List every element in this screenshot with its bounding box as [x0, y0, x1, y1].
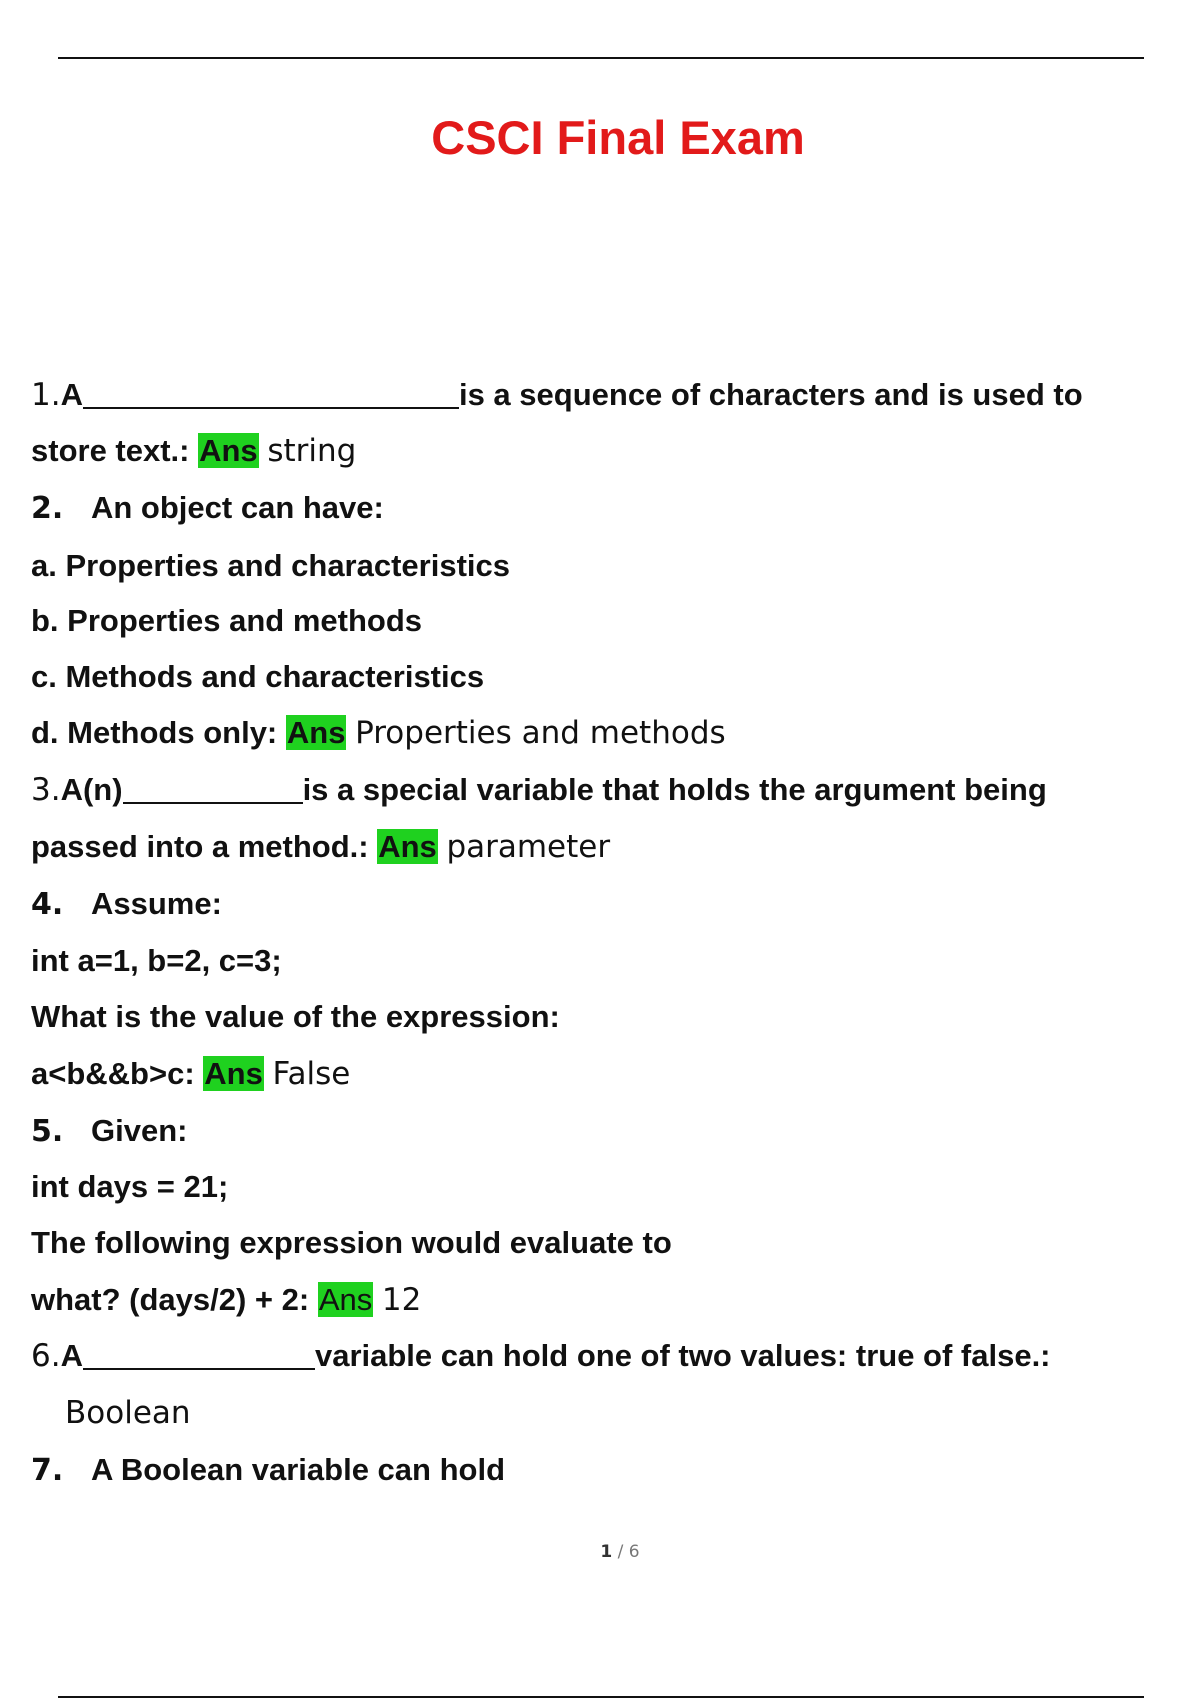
- current-page: 1: [600, 1542, 613, 1562]
- question-4-question: What is the value of the expression:: [31, 999, 560, 1034]
- question-5-question: The following expression would evaluate to: [31, 1225, 672, 1260]
- question-4-text: Assume:: [91, 886, 222, 921]
- question-3-text: is a special variable that holds the argument being: [302, 772, 1047, 807]
- bottom-rule: [58, 1696, 1144, 1698]
- question-1-ans-tag: Ans: [199, 433, 258, 468]
- question-1-line-1: [31, 374, 1083, 416]
- question-4-number: 4.: [31, 887, 64, 922]
- question-7-text: A Boolean variable can hold: [91, 1452, 506, 1487]
- question-3-line-2: [31, 826, 610, 868]
- question-2-line: [31, 487, 384, 530]
- page-counter: [0, 1542, 1200, 1562]
- question-6-number: 6.: [31, 1338, 61, 1374]
- question-6-answer-line: [65, 1392, 191, 1434]
- question-2-option-c: c. Methods and characteristics: [31, 659, 485, 694]
- question-5-answer: 12: [381, 1282, 422, 1318]
- question-3-answer: parameter: [446, 829, 611, 865]
- page-title: CSCI Final Exam: [431, 111, 805, 164]
- question-3-lead: A(n): [60, 772, 123, 807]
- question-3-ans-tag: Ans: [378, 829, 437, 864]
- question-1-continuation: store text.:: [31, 433, 190, 468]
- question-4-expression: a<b&&b>c:: [31, 1056, 195, 1091]
- total-pages: 6: [628, 1542, 640, 1562]
- question-6-line-1: [31, 1335, 1051, 1377]
- top-rule: [58, 57, 1144, 59]
- question-1-number: 1.: [31, 377, 61, 413]
- question-2-number: 2.: [31, 491, 64, 526]
- question-5-expr-line: [31, 1279, 421, 1321]
- question-2-option-b: b. Properties and methods: [31, 603, 423, 638]
- question-4-line: [31, 883, 222, 926]
- question-3-blank: [123, 772, 303, 804]
- question-1-answer: string: [267, 433, 357, 469]
- question-6-lead: A: [60, 1338, 83, 1373]
- question-3-number: 3.: [31, 772, 61, 808]
- question-3-line-1: [31, 769, 1047, 811]
- question-1-text: is a sequence of characters and is used to: [458, 377, 1083, 412]
- question-5-line: [31, 1110, 187, 1153]
- question-7-number: 7.: [31, 1453, 64, 1488]
- question-5-text: Given:: [91, 1113, 188, 1148]
- question-4-expr-line: [31, 1053, 350, 1095]
- question-6-blank: [83, 1338, 315, 1370]
- question-4-ans-tag: Ans: [204, 1056, 263, 1091]
- question-2-option-d-line: [31, 712, 726, 754]
- question-4-code: int a=1, b=2, c=3;: [31, 943, 282, 978]
- question-6-text: variable can hold one of two values: true of false.:: [314, 1338, 1051, 1373]
- question-5-ans-tag: Ans: [318, 1282, 373, 1317]
- question-5-expression: what? (days/2) + 2:: [31, 1282, 310, 1317]
- question-2-ans-tag: Ans: [286, 715, 346, 750]
- question-6-answer: Boolean: [65, 1395, 191, 1431]
- question-2-text: An object can have:: [91, 490, 384, 525]
- question-1-line-2: [31, 430, 356, 472]
- question-5-code: int days = 21;: [31, 1169, 229, 1204]
- question-2-option-a: a. Properties and characteristics: [31, 548, 511, 583]
- question-1-lead: A: [60, 377, 83, 412]
- question-4-answer: False: [272, 1056, 351, 1092]
- question-1-blank: [83, 377, 459, 409]
- question-3-continuation: passed into a method.:: [31, 829, 369, 864]
- question-2-option-d: d. Methods only:: [31, 715, 278, 750]
- question-5-number: 5.: [31, 1114, 64, 1149]
- question-2-answer: Properties and methods: [355, 715, 726, 751]
- page-separator: /: [612, 1542, 629, 1562]
- question-7-line: [31, 1449, 505, 1492]
